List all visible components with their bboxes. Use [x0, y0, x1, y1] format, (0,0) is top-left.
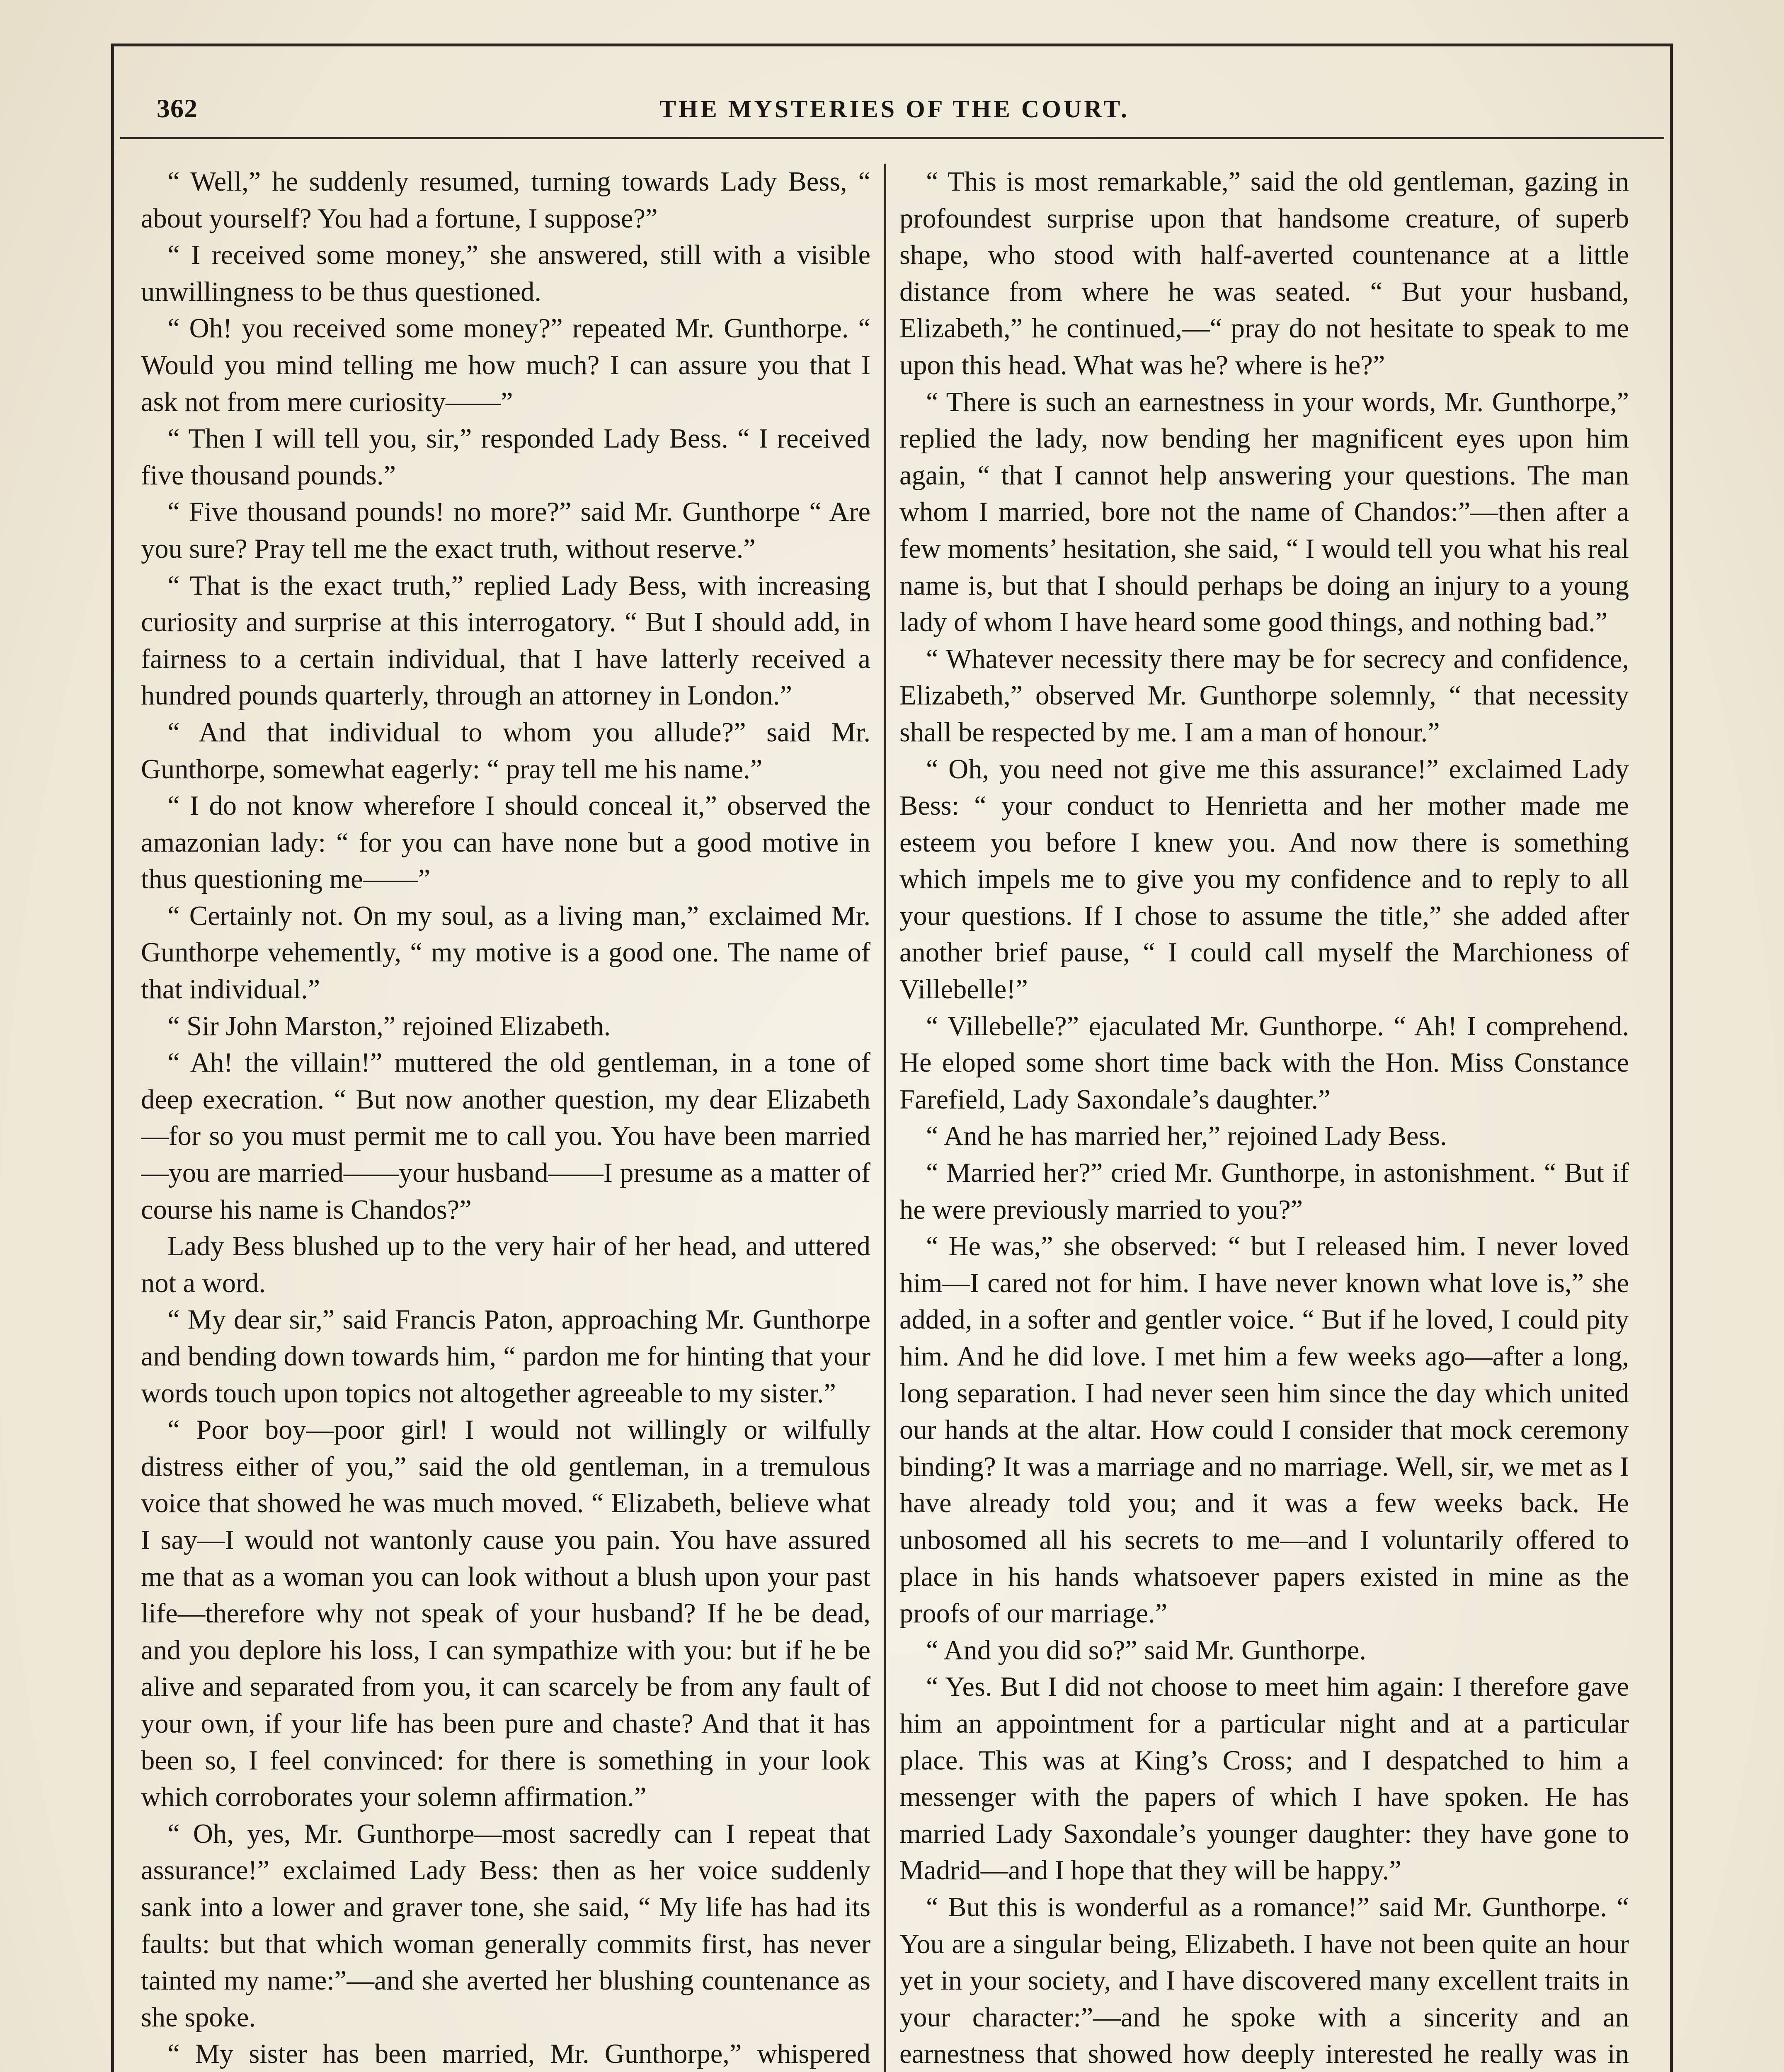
- paragraph: “ Yes. But I did not choose to meet him again: I therefore gave him an appointment for a particular night and at a particular place. This was at King’s Cross; and I despatched to him a messenger with the papers of which I have spoken. He has married Lady Saxondale’s younger daughter: they have gone to Madrid—and I hope that they will be happy.”: [899, 1672, 1629, 1886]
- paragraph: “ This is most remarkable,” said the old gentleman, gazing in profoundest surprise upon that handsome creature, of superb shape, who stood with half-averted countenance at a little distance from where he was seated. “ But your husband, Elizabeth,” he continued,—“ pray do not hesitate to speak to me upon this head. What was he? where is he?”: [899, 167, 1629, 380]
- paragraph: “ I do not know wherefore I should conceal it,” observed the amazonian lady: “ for you can have none but a good motive in thus questioning me——”: [141, 791, 870, 895]
- header-rule: [120, 137, 1664, 139]
- paragraph: “ Certainly not. On my soul, as a living man,” exclaimed Mr. Gunthorpe vehemently, “ my motive is a good one. The name of that individual.”: [141, 900, 870, 1005]
- paragraph: “ Oh, you need not give me this assurance!” exclaimed Lady Bess: “ your conduct to Henrietta and her mother made me esteem you before I knew you. And now there is something which impels me to give you my confidence and to reply to all your questions. If I chose to assume the title,” she added after another brief pause, “ I could call myself the Marchioness of Villebelle!”: [899, 754, 1629, 1005]
- paragraph: “ Then I will tell you, sir,” responded Lady Bess. “ I received five thousand pounds.”: [141, 424, 870, 491]
- paragraph: “ My dear sir,” said Francis Paton, approaching Mr. Gunthorpe and bending down towards him, “ pardon me for hinting that your words touch upon topics not altogether agreeable to my sister.”: [141, 1305, 870, 1409]
- page-number: 362: [157, 94, 198, 123]
- paragraph: “ And that individual to whom you allude?” said Mr. Gunthorpe, somewhat eagerly: “ pray tell me his name.”: [141, 717, 870, 784]
- column-divider: [884, 164, 886, 2072]
- paragraph: “ Poor boy—poor girl! I would not willingly or wilfully distress either of you,” said the old gentleman, in a tremulous voice that showed he was much moved. “ Elizabeth, believe what I say—I would not wantonly cause you pain. You have assured me that as a woman you can look without a blush upon your past life—therefore why not speak of your husband? If he be dead, and you deplore his loss, I can sympathize with you: but if he be alive and separated from you, it can scarcely be from any fault of your own, if your life has been pure and chaste? And that it has been so, I feel convinced: for there is something in your look which corroborates your solemn affirmation.”: [141, 1415, 870, 1813]
- paragraph: “ Married her?” cried Mr. Gunthorpe, in astonishment. “ But if he were previously married to you?”: [899, 1158, 1629, 1225]
- paragraph: “ But this is wonderful as a romance!” said Mr. Gunthorpe. “ You are a singular being, Elizabeth. I have not been quite an hour yet in your society, and I have discovered many excellent traits in your character:”—and he spoke with a sincerity and an earnestness that showed how deeply interested he really was in: [899, 1892, 1629, 2070]
- paragraph: “ There is such an earnestness in your words, Mr. Gunthorpe,” replied the lady, now bending her magnificent eyes upon him again, “ that I cannot help answering your questions. The man whom I married, bore not the name of Chandos:”—then after a few moments’ hesitation, she said, “ I would tell you what his real name is, but that I should perhaps be doing an injury to a young lady of whom I have heard some good things, and nothing bad.”: [899, 387, 1629, 638]
- running-title: THE MYSTERIES OF THE COURT.: [659, 95, 1130, 123]
- paragraph: “ He was,” she observed: “ but I released him. I never loved him—I cared not for him. I have never known what love is,” she added, in a softer and gentler voice. “ But if he loved, I could pity him. And he did love. I met him a few weeks ago—after a long, long separation. I had never seen him since the day which united our hands at the altar. How could I consider that mock ceremony binding? It was a marriage and no marriage. Well, sir, we met as I have already told you; and it was a few weeks back. He unbosomed all his secrets to me—and I voluntarily offered to place in his hands whatsoever papers existed in mine as the proofs of our marriage.”: [899, 1231, 1629, 1629]
- paragraph: “ Sir John Marston,” rejoined Elizabeth.: [167, 1011, 611, 1041]
- paragraph: “ And he has married her,” rejoined Lady Bess.: [926, 1121, 1447, 1152]
- text-column-left: [141, 164, 870, 2072]
- page-header: [157, 93, 1632, 139]
- paragraph: “ My sister has been married, Mr. Gunthorpe,” whispered: [167, 2039, 870, 2070]
- paragraph: “ Well,” he suddenly resumed, turning towards Lady Bess, “ about yourself? You had a fortune, I suppose?”: [141, 167, 870, 234]
- paragraph: “ I received some money,” she answered, still with a visible unwillingness to be thus questioned.: [141, 240, 870, 307]
- paragraph: “ That is the exact truth,” replied Lady Bess, with increasing curiosity and surprise at this interrogatory. “ But I should add, in fairness to a certain individual, that I have latterly received a hundred pounds quarterly, through an attorney in London.”: [141, 570, 870, 711]
- paragraph: “ Oh, yes, Mr. Gunthorpe—most sacredly can I repeat that assurance!” exclaimed Lady Bess: then as her voice suddenly sank into a lower and graver tone, she said, “ My life has had its faults: but that which woman generally commits first, has never tainted my name:”—and she averted her blushing countenance as she spoke.: [141, 1818, 870, 2033]
- paragraph: Lady Bess blushed up to the very hair of her head, and uttered not a word.: [141, 1231, 870, 1298]
- paragraph: “ Oh! you received some money?” repeated Mr. Gunthorpe. “ Would you mind telling me how much? I can assure you that I ask not from mere curiosity——”: [141, 313, 870, 417]
- paragraph: “ Villebelle?” ejaculated Mr. Gunthorpe. “ Ah! I comprehend. He eloped some short time back with the Hon. Miss Constance Farefield, Lady Saxondale’s daughter.”: [899, 1011, 1629, 1115]
- paragraph: “ Whatever necessity there may be for secrecy and confidence, Elizabeth,” observed Mr. Gunthorpe solemnly, “ that necessity shall be respected by me. I am a man of honour.”: [899, 644, 1629, 748]
- paragraph: “ And you did so?” said Mr. Gunthorpe.: [926, 1635, 1367, 1665]
- paragraph: “ Five thousand pounds! no more?” said Mr. Gunthorpe “ Are you sure? Pray tell me the exact truth, without reserve.”: [141, 497, 870, 564]
- paragraph: “ Ah! the villain!” muttered the old gentleman, in a tone of deep execration. “ But now another question, my dear Elizabeth—for so you must permit me to call you. You have been married—you are married——your husband——I presume as a matter of course his name is Chandos?”: [141, 1048, 870, 1225]
- text-column-right: [899, 164, 1629, 2072]
